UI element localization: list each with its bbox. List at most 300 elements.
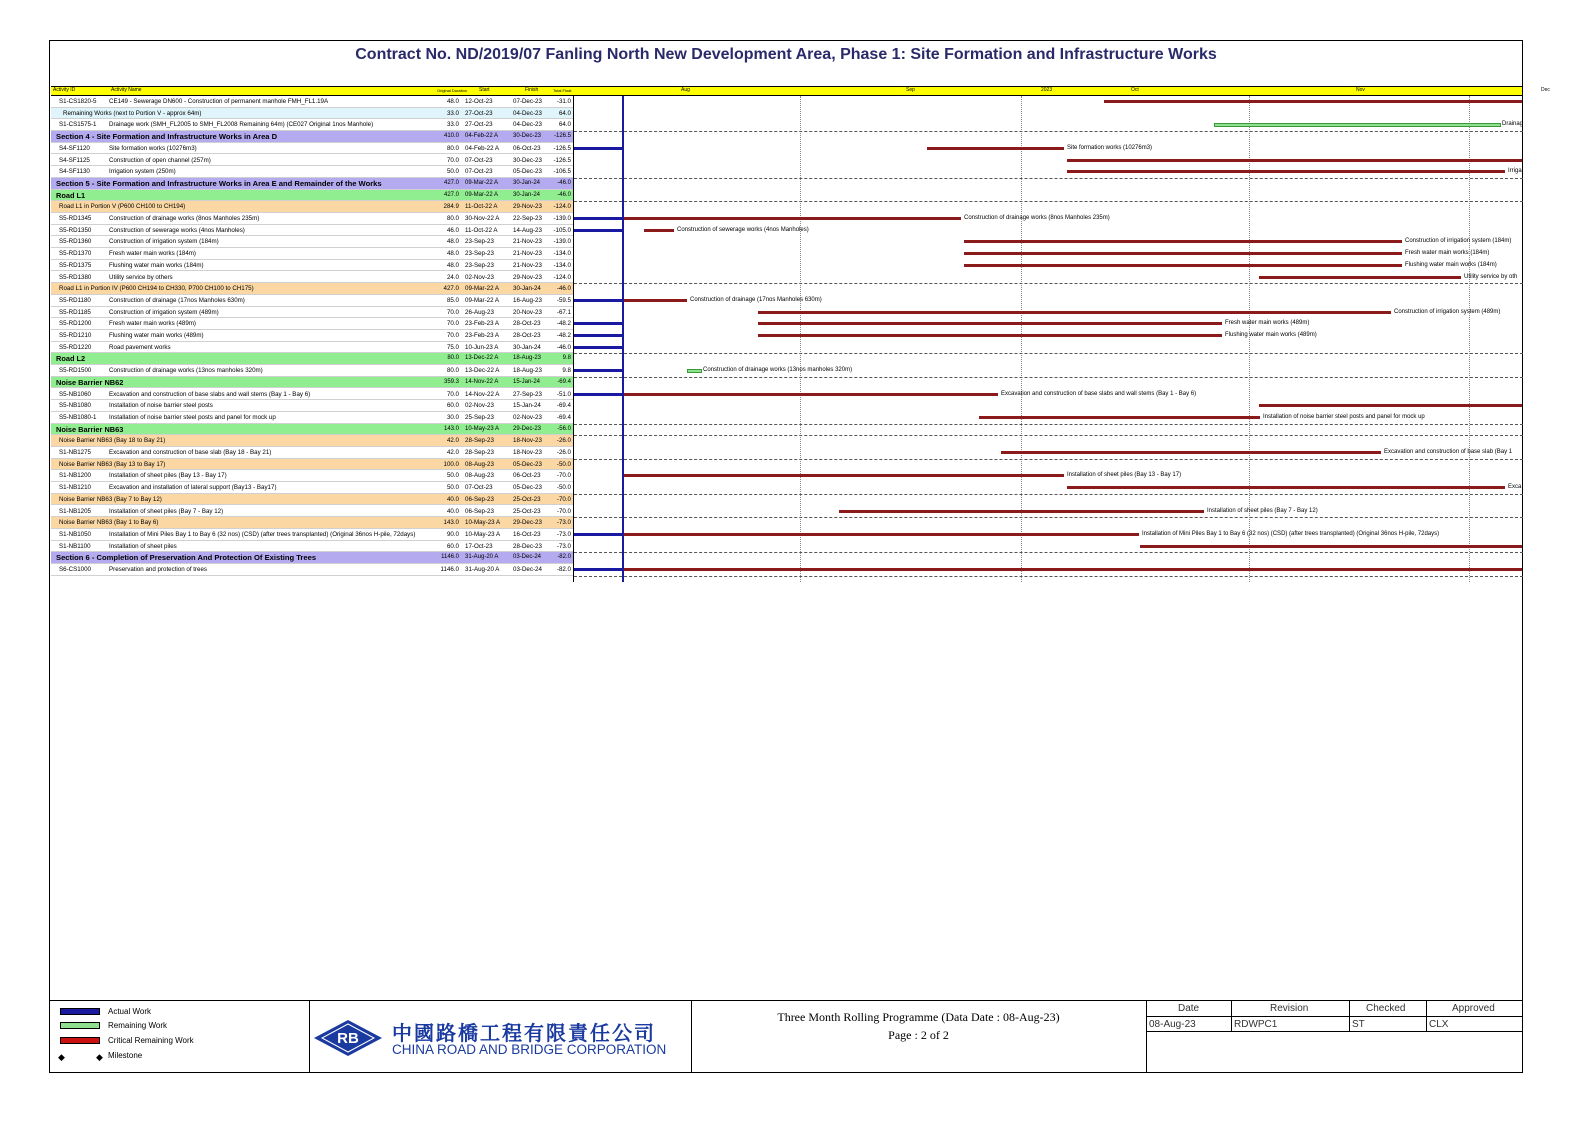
finish-date: 02-Nov-23 [513, 413, 542, 421]
start-date: 08-Aug-23 [465, 472, 494, 480]
activity-name: Road L1 [56, 190, 86, 200]
duration: 427.0 [443, 285, 459, 293]
activity-name: Irrigation system (250m) [109, 168, 176, 176]
activity-id: S4-SF1130 [59, 168, 90, 176]
subgroup-row [51, 435, 573, 447]
table-row [51, 307, 573, 319]
actual-work-bar [574, 322, 624, 325]
finish-date: 15-Jan-24 [513, 378, 541, 385]
row-separator [574, 435, 1523, 436]
duration: 50.0 [446, 484, 459, 492]
total-float: -26.0 [556, 437, 571, 445]
data-date-line [622, 96, 624, 582]
footer-divider [309, 1000, 310, 1073]
start-date: 02-Nov-23 [465, 273, 494, 281]
activity-name: Remaining Works (next to Portion V - approx 64m) [63, 109, 202, 117]
start-date: 08-Aug-23 [465, 460, 494, 468]
bar-label: Exca [1508, 484, 1522, 491]
activity-id: S5-RD1185 [59, 308, 91, 316]
duration: 75.0 [446, 343, 459, 351]
duration: 80.0 [446, 367, 459, 375]
finish-date: 28-Dec-23 [513, 542, 542, 550]
activity-name: Fresh water main works (489m) [109, 320, 196, 328]
bar-label: Construction of drainage (17nos Manholes 630m) [690, 296, 822, 303]
start-date: 23-Feb-23 A [465, 332, 500, 339]
table-row [51, 96, 573, 108]
start-date: 30-Nov-22 A [465, 215, 500, 222]
duration: 60.0 [446, 542, 459, 550]
table-row [51, 119, 573, 131]
group-row [51, 353, 573, 365]
legend-critical-label: Critical Remaining Work [108, 1036, 194, 1045]
finish-date: 25-Oct-23 [513, 495, 541, 503]
activity-name: Section 5 - Site Formation and Infrastructure Works in Area E and Remainder of the Works [56, 178, 382, 188]
activity-id: S1-NB1200 [59, 472, 91, 480]
row-separator [574, 178, 1523, 179]
duration: 90.0 [446, 530, 459, 538]
critical-work-bar [1259, 404, 1522, 407]
total-float: -124.0 [553, 203, 571, 211]
finish-date: 30-Dec-23 [513, 133, 542, 140]
group-row [51, 377, 573, 389]
table-row [51, 272, 573, 284]
activity-id: S5-NB1080-1 [59, 413, 97, 421]
duration: 42.0 [446, 437, 459, 445]
table-row [51, 236, 573, 248]
table-row [51, 108, 573, 120]
activity-name: Flushing water main works (489m) [109, 332, 204, 339]
activity-name: Installation of sheet piles (Bay 7 - Bay 12) [109, 507, 224, 515]
row-separator [574, 517, 1523, 518]
critical-work-bar [624, 299, 687, 302]
table-row [51, 400, 573, 412]
table-row [51, 564, 573, 576]
start-date: 13-Dec-22 A [465, 367, 500, 375]
finish-date: 18-Nov-23 [513, 449, 542, 456]
finish-date: 18-Aug-23 [513, 367, 542, 375]
activity-name: CE149 - Sewerage DN600 - Construction of permanent manhole FMH_FL1.19A [109, 98, 329, 105]
critical-work-bar [624, 568, 1522, 571]
gantt-chart [573, 96, 1523, 582]
col-duration: Original Duration [437, 88, 468, 93]
row-separator [574, 552, 1523, 553]
row-separator [574, 459, 1523, 460]
finish-date: 05-Dec-23 [513, 168, 542, 176]
finish-date: 16-Aug-23 [513, 296, 542, 304]
start-date: 28-Sep-23 [465, 437, 494, 445]
total-float: -56.0 [557, 425, 571, 432]
activity-id: S5-RD1500 [59, 367, 92, 375]
activity-name: Flushing water main works (184m) [109, 261, 204, 269]
programme-title: Three Month Rolling Programme (Data Date : 08-Aug-23) [777, 1010, 1060, 1024]
year-label: 2023 [1041, 87, 1053, 93]
duration: 143.0 [443, 425, 459, 432]
duration: 427.0 [443, 179, 459, 186]
signoff-approved-value: CLX [1429, 1019, 1449, 1030]
total-float: -126.5 [553, 133, 571, 140]
start-date: 14-Nov-22 A [465, 378, 499, 385]
duration: 85.0 [446, 296, 459, 304]
finish-date: 28-Oct-23 [513, 320, 541, 328]
start-date: 23-Feb-23 A [465, 320, 500, 328]
total-float: -50.0 [556, 460, 571, 468]
total-float: -46.0 [557, 179, 571, 186]
total-float: -73.0 [556, 519, 571, 527]
start-date: 27-Oct-23 [465, 109, 493, 117]
activity-name: Construction of open channel (257m) [109, 156, 211, 164]
duration: 1146.0 [440, 566, 459, 573]
table-row [51, 166, 573, 178]
finish-date: 22-Sep-23 [513, 215, 542, 222]
page-title: Contract No. ND/2019/07 Fanling North New Development Area, Phase 1: Site Formation and Infrastructure Works [355, 46, 1217, 63]
total-float: -124.0 [553, 273, 571, 281]
activity-id: S5-RD1220 [59, 343, 92, 351]
finish-date: 03-Dec-24 [513, 554, 542, 561]
signoff-approved-header: Approved [1452, 1003, 1495, 1014]
table-row [51, 365, 573, 377]
activity-name: Road L1 in Portion IV (P600 CH194 to CH330, P700 CH100 to CH175) [59, 285, 254, 293]
start-date: 02-Nov-23 [465, 402, 494, 410]
duration: 48.0 [446, 261, 459, 269]
critical-work-bar [1067, 170, 1505, 173]
total-float: 9.8 [562, 367, 571, 375]
programme-info [691, 1008, 1146, 1044]
activity-name: Noise Barrier NB62 [56, 377, 124, 387]
activity-id: S1-NB1100 [59, 542, 91, 550]
signoff-divider [1349, 1000, 1350, 1031]
milestone-diamond-icon: ◆ [96, 1052, 103, 1062]
duration: 70.0 [446, 320, 459, 328]
activity-name: Drainage work (SMH_FL2005 to SMH_FL2008 Remaining 64m) (CE027 Original 1nos Manhole) [109, 121, 374, 129]
row-separator [574, 377, 1523, 378]
table-row [51, 225, 573, 237]
actual-work-bar [574, 334, 624, 337]
table-row [51, 541, 573, 553]
finish-date: 25-Oct-23 [513, 507, 541, 515]
finish-date: 05-Dec-23 [513, 484, 542, 492]
duration: 80.0 [446, 215, 459, 222]
actual-work-bar [574, 299, 624, 302]
critical-work-bar [758, 322, 1222, 325]
total-float: -134.0 [553, 261, 571, 269]
bar-label: Installation of sheet piles (Bay 13 - Bay 17) [1067, 472, 1182, 479]
start-date: 14-Nov-22 A [465, 390, 500, 398]
activity-name: Construction of drainage (17nos Manholes 630m) [109, 296, 245, 304]
finish-date: 21-Nov-23 [513, 238, 542, 246]
group-row [51, 424, 573, 436]
activity-id: S1-CS1820-5 [59, 98, 97, 105]
start-date: 11-Oct-22 A [465, 226, 498, 234]
start-date: 31-Aug-20 A [465, 566, 500, 573]
bar-label: Installation of noise barrier steel posts and panel for mock up [1263, 413, 1425, 420]
critical-work-bar [624, 533, 1139, 536]
remaining-work-bar [1214, 123, 1501, 127]
company-name-cn: 中國路橋工程有限責任公司 [392, 1023, 656, 1045]
activity-name: Noise Barrier NB63 [56, 424, 124, 434]
start-date: 09-Mar-22 A [465, 285, 500, 293]
duration: 359.3 [443, 378, 459, 385]
activity-name: Installation of noise barrier steel posts and panel for mock up [109, 413, 276, 421]
table-row [51, 318, 573, 330]
duration: 80.0 [446, 144, 459, 152]
finish-date: 14-Aug-23 [513, 226, 542, 234]
total-float: 9.8 [562, 355, 571, 362]
actual-work-bar [574, 147, 624, 150]
activity-id: S5-RD1180 [59, 296, 91, 304]
total-float: 64.0 [558, 121, 571, 129]
critical-work-bar [1104, 100, 1522, 103]
table-row [51, 342, 573, 354]
total-float: -48.2 [556, 320, 571, 328]
total-float: -46.0 [557, 191, 571, 198]
bar-label: Construction of drainage works (13nos manholes 320m) [703, 367, 853, 374]
total-float: -46.0 [556, 343, 571, 351]
duration: 46.0 [446, 226, 459, 234]
activity-id: S5-RD1210 [59, 332, 92, 339]
total-float: -73.0 [556, 542, 571, 550]
critical-work-bar [1259, 276, 1461, 279]
critical-work-bar [964, 252, 1402, 255]
total-float: -126.5 [553, 156, 571, 164]
col-total-float: Total Float [553, 88, 572, 93]
signoff-divider [1146, 1016, 1523, 1017]
signoff-divider [1146, 1031, 1523, 1032]
signoff-divider [1426, 1000, 1427, 1031]
month-nov: Nov [1356, 87, 1365, 93]
activity-name: Construction of irrigation system (184m) [109, 238, 219, 246]
activity-id: S5-RD1345 [59, 215, 92, 222]
legend-actual-label: Actual Work [108, 1007, 151, 1016]
total-float: -69.4 [556, 402, 571, 410]
start-date: 04-Feb-22 A [465, 144, 500, 152]
activity-id: S5-RD1375 [59, 261, 92, 269]
table-row [51, 213, 573, 225]
finish-date: 16-Oct-23 [513, 530, 541, 538]
subgroup-row [51, 517, 573, 529]
critical-work-bar [758, 311, 1391, 314]
legend-actual-swatch [60, 1008, 100, 1015]
finish-date: 07-Dec-23 [513, 98, 542, 105]
table-row [51, 143, 573, 155]
subgroup-row [51, 283, 573, 295]
finish-date: 04-Dec-23 [513, 109, 542, 117]
table-row [51, 155, 573, 167]
duration: 40.0 [446, 507, 459, 515]
finish-date: 30-Jan-24 [513, 191, 541, 198]
duration: 50.0 [446, 168, 459, 176]
section-row [51, 131, 573, 143]
finish-date: 30-Jan-24 [513, 179, 541, 186]
critical-work-bar [624, 393, 998, 396]
activity-name: Excavation and construction of base slab (Bay 18 - Bay 21) [109, 449, 272, 456]
start-date: 11-Oct-22 A [465, 203, 498, 211]
company-logo-icon [312, 1018, 384, 1058]
start-date: 31-Aug-20 A [465, 554, 499, 561]
start-date: 27-Oct-23 [465, 121, 493, 129]
start-date: 09-Mar-22 A [465, 179, 499, 186]
activity-id: S5-RD1360 [59, 238, 92, 246]
activity-id: S1-NB1050 [59, 530, 91, 538]
gridline-sep [800, 96, 801, 582]
start-date: 23-Sep-23 [465, 261, 494, 269]
start-date: 13-Dec-22 A [465, 355, 499, 362]
finish-date: 05-Dec-23 [513, 460, 542, 468]
bar-label: Site formation works (10276m3) [1067, 144, 1153, 151]
start-date: 04-Feb-22 A [465, 133, 499, 140]
activity-name: Site formation works (10276m3) [109, 144, 197, 152]
finish-date: 18-Nov-23 [513, 437, 542, 445]
row-separator [574, 576, 1523, 577]
bar-label: Fresh water main works (184m) [1405, 250, 1490, 257]
duration: 70.0 [446, 332, 459, 339]
duration: 48.0 [446, 238, 459, 246]
critical-work-bar [1067, 486, 1505, 489]
finish-date: 27-Sep-23 [513, 390, 542, 398]
total-float: -134.0 [553, 250, 571, 258]
row-separator [574, 353, 1523, 354]
total-float: -67.1 [556, 308, 571, 316]
signoff-date-value: 08-Aug-23 [1149, 1019, 1196, 1030]
activity-name: Installation of sheet piles [109, 542, 177, 550]
activity-id: S5-RD1350 [59, 226, 92, 234]
start-date: 28-Sep-23 [465, 449, 494, 456]
bar-label: Construction of drainage works (8nos Manholes 235m) [964, 215, 1110, 221]
section-row [51, 552, 573, 564]
start-date: 09-Mar-22 A [465, 296, 500, 304]
remaining-work-bar [687, 369, 702, 373]
total-float: -26.0 [556, 449, 571, 456]
total-float: -82.0 [556, 566, 571, 573]
actual-work-bar [574, 346, 624, 349]
finish-date: 15-Jan-24 [513, 402, 541, 410]
finish-date: 21-Nov-23 [513, 250, 542, 258]
activity-name: Construction of drainage works (8nos Manholes 235m) [109, 215, 260, 222]
company-logo-text: RB [337, 1030, 359, 1047]
start-date: 23-Sep-23 [465, 250, 494, 258]
legend-remaining-swatch [60, 1022, 100, 1029]
signoff-revision-header: Revision [1270, 1003, 1309, 1014]
table-row [51, 248, 573, 260]
table-row [51, 506, 573, 518]
start-date: 10-May-23 A [465, 519, 501, 527]
section-row [51, 178, 573, 190]
finish-date: 30-Jan-24 [513, 343, 541, 351]
signoff-revision-value: RDWPC1 [1234, 1019, 1278, 1030]
activity-id: S5-NB1080 [59, 402, 91, 410]
total-float: -48.2 [556, 332, 571, 339]
activity-name: Excavation and installation of lateral support (Bay13 - Bay17) [109, 484, 277, 492]
bar-label: Fresh water main works (489m) [1225, 320, 1310, 327]
start-date: 09-Mar-22 A [465, 191, 499, 198]
finish-date: 20-Nov-23 [513, 308, 542, 316]
critical-work-bar [624, 474, 1064, 477]
total-float: -139.0 [553, 238, 571, 246]
duration: 100.0 [443, 460, 459, 468]
actual-work-bar [574, 393, 624, 396]
activity-name: Noise Barrier NB63 (Bay 7 to Bay 12) [59, 495, 162, 503]
col-finish: Finish [525, 87, 539, 93]
activity-id: S6-CS1000 [59, 566, 91, 573]
start-date: 10-May-23 A [465, 530, 501, 538]
duration: 70.0 [446, 156, 459, 164]
activity-id: S1-NB1275 [59, 449, 91, 456]
start-date: 07-Oct-23 [465, 168, 493, 176]
bar-label: Construction of sewerage works (4nos Manholes) [677, 226, 809, 233]
group-row [51, 190, 573, 202]
signoff-date-header: Date [1178, 1003, 1200, 1014]
finish-date: 29-Dec-23 [513, 425, 542, 432]
total-float: -70.0 [556, 495, 571, 503]
activity-name: Road L1 in Portion V (P600 CH100 to CH194) [59, 203, 186, 211]
bar-label: Flushing water main works (489m) [1225, 332, 1317, 338]
table-row [51, 295, 573, 307]
actual-work-bar [574, 229, 624, 232]
duration: 70.0 [446, 390, 459, 398]
critical-work-bar [1001, 451, 1381, 454]
actual-work-bar [574, 217, 624, 220]
activity-name: Noise Barrier NB63 (Bay 13 to Bay 17) [59, 460, 166, 468]
finish-date: 29-Dec-23 [513, 519, 542, 527]
total-float: -69.4 [556, 413, 571, 421]
duration: 143.0 [443, 519, 459, 527]
finish-date: 03-Dec-24 [513, 566, 542, 573]
activity-name: Installation of Mini Piles Bay 1 to Bay 6 (32 nos) (CSD) (after trees transplanted) (Original 36nos H-pile, 72days) [109, 530, 416, 538]
bar-label: Construction of irrigation system (489m) [1394, 308, 1501, 315]
bar-label: Utility service by oth [1464, 273, 1518, 280]
activity-name: Noise Barrier NB63 (Bay 1 to Bay 6) [59, 519, 159, 527]
start-date: 06-Sep-23 [465, 495, 494, 503]
start-date: 25-Sep-23 [465, 413, 494, 421]
total-float: -46.0 [556, 285, 571, 293]
activity-name: Excavation and construction of base slabs and wall stems (Bay 1 - Bay 6) [109, 390, 311, 398]
activity-id: S5-NB1060 [59, 390, 91, 398]
finish-date: 30-Jan-24 [513, 285, 541, 293]
duration: 80.0 [447, 355, 459, 362]
finish-date: 28-Oct-23 [513, 332, 541, 339]
row-separator [574, 201, 1523, 202]
start-date: 06-Sep-23 [465, 507, 494, 515]
critical-work-bar [644, 229, 674, 232]
col-start: Start [479, 87, 490, 93]
duration: 42.0 [446, 449, 459, 456]
activity-name: Construction of sewerage works (4nos Manholes) [109, 226, 245, 234]
col-activity-name: Activity Name [111, 87, 142, 93]
finish-date: 18-Aug-23 [513, 355, 542, 362]
duration: 284.9 [443, 203, 459, 211]
start-date: 17-Oct-23 [465, 542, 493, 550]
start-date: 26-Aug-23 [465, 308, 494, 316]
total-float: -70.0 [556, 507, 571, 515]
duration: 30.0 [446, 413, 459, 421]
total-float: -73.0 [556, 530, 571, 538]
activity-name: Section 4 - Site Formation and Infrastructure Works in Area D [56, 132, 278, 142]
bar-label: Flushing water main works (184m) [1405, 261, 1497, 268]
table-row [51, 470, 573, 482]
activity-id: S4-SF1125 [59, 156, 90, 164]
company-name-en: CHINA ROAD AND BRIDGE CORPORATION [392, 1042, 667, 1057]
finish-date: 30-Dec-23 [513, 156, 542, 164]
table-row [51, 412, 573, 424]
critical-work-bar [839, 510, 1204, 513]
bar-label: Installation of Mini Piles Bay 1 to Bay 6 (32 nos) (CSD) (after trees transplanted) (Original 36nos H-pile, 72days) [1142, 530, 1440, 537]
table-row [51, 447, 573, 459]
legend-remaining-label: Remaining Work [108, 1021, 167, 1030]
duration: 24.0 [446, 273, 459, 281]
subgroup-row [51, 459, 573, 471]
duration: 40.0 [446, 495, 459, 503]
table-row [51, 529, 573, 541]
activity-id: S4-SF1120 [59, 144, 90, 152]
